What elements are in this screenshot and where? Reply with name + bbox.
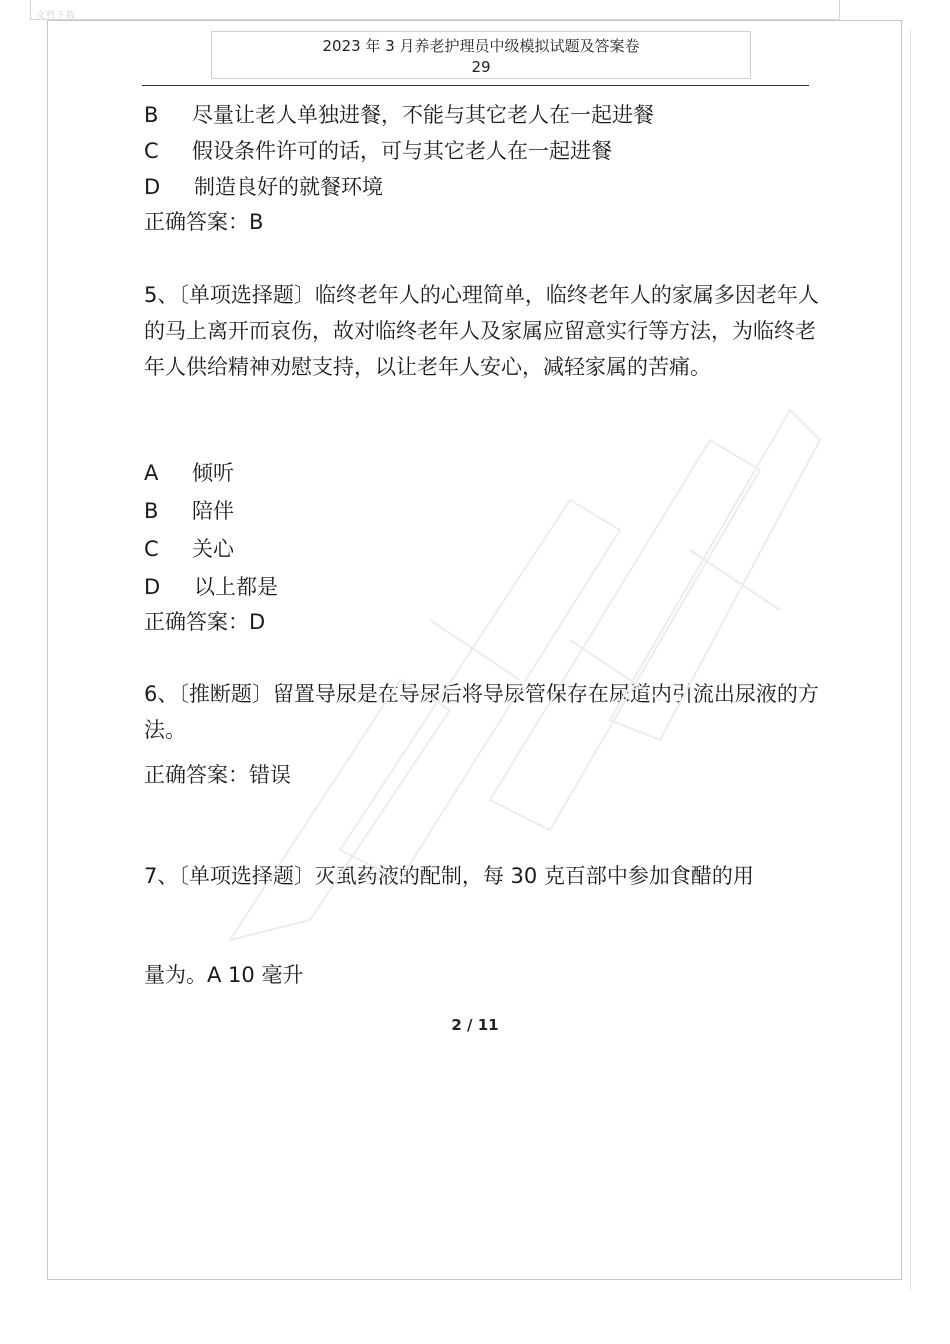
option-text: 尽量让老人单独进餐，不能与其它老人在一起进餐 — [192, 103, 654, 127]
header-title: 2023 年 3 月养老护理员中级模拟试题及答案卷 — [322, 37, 640, 55]
q4-option-d — [144, 169, 383, 205]
header-divider — [142, 85, 809, 86]
q6-answer: 正确答案：错误 — [144, 763, 291, 787]
q6-stem: 6、〔推断题〕留置导尿是在导尿后将导尿管保存在尿道内引流出尿液的方法。 — [144, 682, 819, 742]
option-text: 以上都是 — [194, 575, 278, 599]
option-letter: B — [144, 499, 159, 523]
option-text: 倾听 — [192, 461, 234, 485]
option-letter: D — [144, 575, 161, 599]
page-header — [211, 31, 751, 79]
option-letter: D — [144, 175, 161, 199]
q7-stem-continuation: 量为。A 10 毫升 — [144, 963, 304, 987]
q4-answer: 正确答案：B — [144, 210, 264, 234]
q5-option-c — [144, 531, 234, 567]
top-strip — [30, 0, 840, 20]
q5-stem: 5、〔单项选择题〕临终老年人的心理简单，临终老年人的家属多因老年人的马上离开而哀伤，故对临终老年人及家属应留意实行等方法，为临终老年人供给精神劝慰支持，以让老年人安心，减轻家属的苦痛。 — [144, 283, 819, 379]
option-letter: A — [144, 461, 159, 485]
option-text: 陪伴 — [192, 499, 234, 523]
option-text: 关心 — [192, 537, 234, 561]
page-shadow-edge — [910, 30, 911, 1290]
q7-stem: 7、〔单项选择题〕灭虱药液的配制，每 30 克百部中参加食醋的用 — [144, 864, 754, 888]
q4-option-b — [144, 97, 654, 133]
q5-option-a — [144, 455, 234, 491]
q5-option-d — [144, 569, 278, 605]
page-number: 2 / 11 — [451, 1016, 499, 1034]
option-text: 制造良好的就餐环境 — [194, 175, 383, 199]
option-letter: C — [144, 139, 159, 163]
header-subtitle: 29 — [471, 58, 491, 76]
q5-answer: 正确答案：D — [144, 610, 266, 634]
corner-watermark-text: 文档下载 — [36, 11, 77, 21]
q4-option-c — [144, 133, 612, 169]
option-letter: C — [144, 537, 159, 561]
option-letter: B — [144, 103, 159, 127]
option-text: 假设条件许可的话，可与其它老人在一起进餐 — [192, 139, 612, 163]
q5-option-b — [144, 493, 234, 529]
